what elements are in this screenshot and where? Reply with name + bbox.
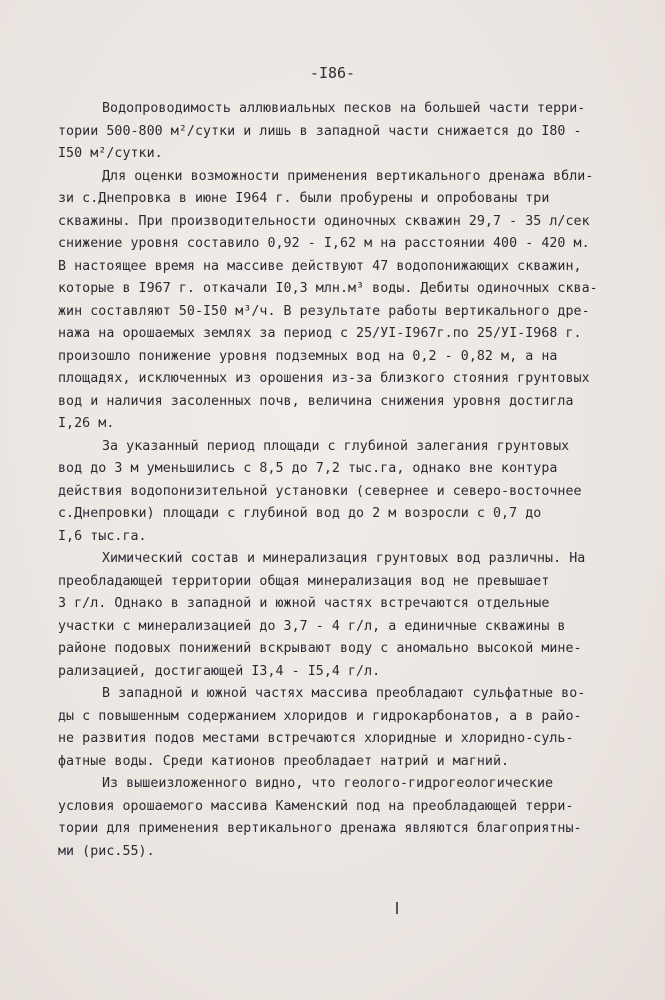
text-line: с.Днепровки) площади с глубиной вод до 2 м возросли с 0,7 до <box>58 506 542 521</box>
text-line: скважины. При производительности одиночных скважин 29,7 - 35 л/сек <box>58 213 590 229</box>
text-line: зи с.Днепровка в июне I964 г. были пробурены и опробованы три <box>58 191 550 206</box>
text-line: которые в I967 г. откачали I0,3 млн.м³ воды. Дебиты одиночных сква- <box>58 281 598 296</box>
text-line: тории для применения вертикального дренажа являются благоприятны- <box>58 821 582 836</box>
text-line: вод и наличия засоленных почв, величина снижения уровня достигла <box>58 393 574 409</box>
text-line: нажа на орошаемых землях за период с 25/УI-I967г.по 25/УI-I968 г. <box>58 326 582 341</box>
text-line: ми (рис.55). <box>58 843 155 859</box>
text-line: В настоящее время на массиве действуют 47 водопонижающих скважин, <box>58 258 582 274</box>
text-line: 3 г/л. Однако в западной и южной частях встречаются отдельные <box>58 596 550 611</box>
text-line: произошло понижение уровня подземных вод на 0,2 - 0,82 м, а на <box>58 348 558 364</box>
text-line: фатные воды. Среди катионов преобладает натрий и магний. <box>58 753 510 769</box>
text-line: районе подовых понижений вскрывают воду с аномально высокой мине- <box>58 641 582 656</box>
text-line: условия орошаемого массива Каменский под на преобладающей терри- <box>58 798 574 814</box>
text-line: тории 500-800 м²/сутки и лишь в западной части снижается до I80 - <box>58 123 582 139</box>
page-number: -I86- <box>309 64 356 82</box>
text-line: вод до 3 м уменьшились с 8,5 до 7,2 тыс.га, однако вне контура <box>58 461 558 476</box>
text-line: I,26 м. <box>58 416 115 431</box>
text-line: В западной и южной частях массива преобладают сульфатные во- <box>102 686 586 701</box>
text-line: Для оценки возможности применения вертикального дренажа вбли- <box>102 168 594 184</box>
text-line: участки с минерализацией до 3,7 - 4 г/л, а единичные скважины в <box>58 618 566 634</box>
document-body <box>58 98 658 863</box>
text-line: I50 м²/сутки. <box>58 146 163 161</box>
text-line: ды с повышенным содержанием хлоридов и гидрокарбонатов, а в райо- <box>58 708 582 724</box>
text-line: площадях, исключенных из орошения из-за близкого стояния грунтовых <box>58 371 590 386</box>
pen-mark <box>396 902 398 914</box>
text-line: Химический состав и минерализация грунтовых вод различны. На <box>102 551 586 566</box>
text-line: За указанный период площади с глубиной залегания грунтовых <box>102 438 570 454</box>
text-line: действия водопонизительной установки (севернее и северо-восточнее <box>58 483 582 499</box>
text-line: не развития подов местами встречаются хлоридные и хлоридно-суль- <box>58 731 574 746</box>
text-line: преобладающей территории общая минерализация вод не превышает <box>58 573 550 589</box>
text-line: жин составляют 50-I50 м³/ч. В результате работы вертикального дре- <box>58 303 590 319</box>
text-line: Из вышеизложенного видно, что геолого-гидрогеологические <box>102 776 554 791</box>
text-line: Водопроводимость аллювиальных песков на большей части терри- <box>102 101 586 116</box>
text-line: рализацией, достигающей I3,4 - I5,4 г/л. <box>58 663 381 679</box>
text-line: снижение уровня составило 0,92 - I,62 м на расстоянии 400 - 420 м. <box>58 236 590 251</box>
text-line: I,6 тыс.га. <box>58 528 147 544</box>
